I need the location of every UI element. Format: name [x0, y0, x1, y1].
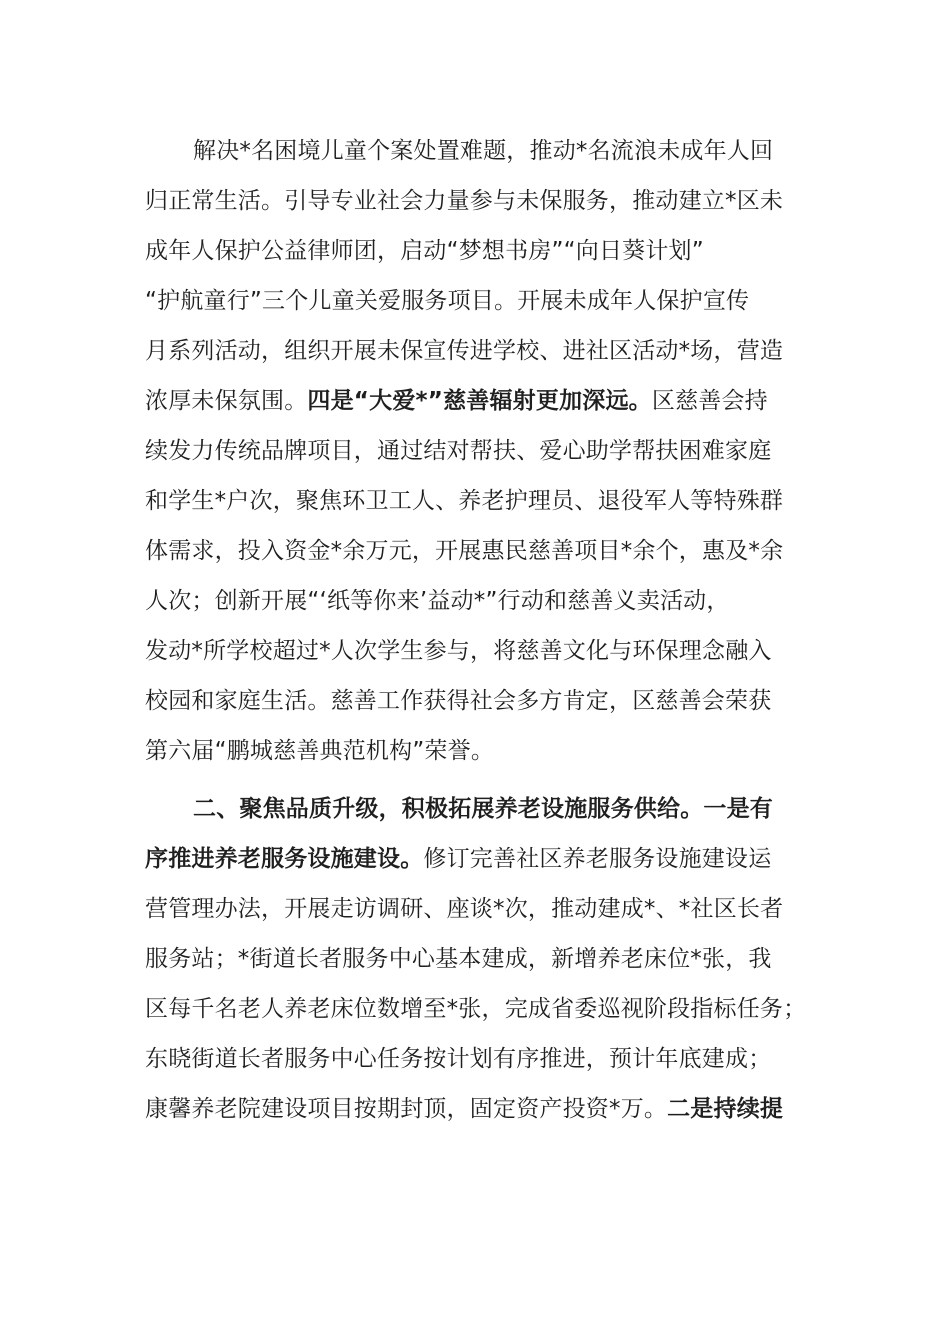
text-run: 区慈善会持: [651, 388, 768, 414]
text-line: 校园和家庭生活。慈善工作获得社会多方肯定，区慈善会荣获: [145, 688, 772, 714]
text-line: 营管理办法，开展走访调研、座谈*次，推动建成*、*社区长者: [145, 896, 784, 922]
section-heading-line: 二、聚焦品质升级，积极拓展养老设施服务供给。一是有: [193, 796, 773, 822]
text-line: 和学生*户次，聚焦环卫工人、养老护理员、退役军人等特殊群: [145, 488, 784, 514]
text-line: “护航童行”三个儿童关爱服务项目。开展未成年人保护宣传: [145, 288, 750, 314]
text-line: [145, 834, 810, 884]
bold-heading-run: 四是“大爱*”慈善辐射更加深远。: [307, 388, 652, 414]
text-line: 体需求，投入资金*余万元，开展惠民慈善项目*余个，惠及*余: [145, 538, 784, 564]
text-line: 东晓街道长者服务中心任务按计划有序推进，预计年底建成；: [145, 1046, 772, 1072]
text-line: 月系列活动，组织开展未保宣传进学校、进社区活动*场，营造: [145, 338, 784, 364]
bold-heading-run: 二是持续提: [667, 1096, 784, 1122]
text-line: 续发力传统品牌项目，通过结对帮扶、爱心助学帮扶困难家庭: [145, 438, 772, 464]
text-line: 成年人保护公益律师团，启动“梦想书房”“向日葵计划”: [145, 238, 704, 264]
text-line: 人次；创新开展“‘纸等你来’益动*”行动和慈善义卖活动，: [145, 588, 730, 614]
text-line: 归正常生活。引导专业社会力量参与未保服务，推动建立*区未: [145, 188, 784, 214]
text-run: 康馨养老院建设项目按期封顶，固定资产投资*万。: [145, 1096, 668, 1122]
text-line: 第六届“鹏城慈善典范机构”荣誉。: [145, 738, 495, 764]
text-run: 浓厚未保氛围。: [145, 388, 308, 414]
bold-heading-run: 序推进养老服务设施建设。: [145, 846, 424, 872]
text-line: [145, 376, 810, 426]
text-line: 解决*名困境儿童个案处置难题，推动*名流浪未成年人回: [193, 138, 774, 164]
paragraph-elderly-care: [145, 784, 810, 1134]
text-line: [145, 1084, 810, 1134]
paragraph-charity-and-minors: [145, 126, 810, 776]
text-line: 区每千名老人养老床位数增至*张，完成省委巡视阶段指标任务；: [145, 996, 807, 1022]
text-line: 服务站；*街道长者服务中心基本建成，新增养老床位*张，我: [145, 946, 772, 972]
text-line: 发动*所学校超过*人次学生参与，将慈善文化与环保理念融入: [145, 638, 772, 664]
text-run: 修订完善社区养老服务设施建设运: [423, 846, 772, 872]
